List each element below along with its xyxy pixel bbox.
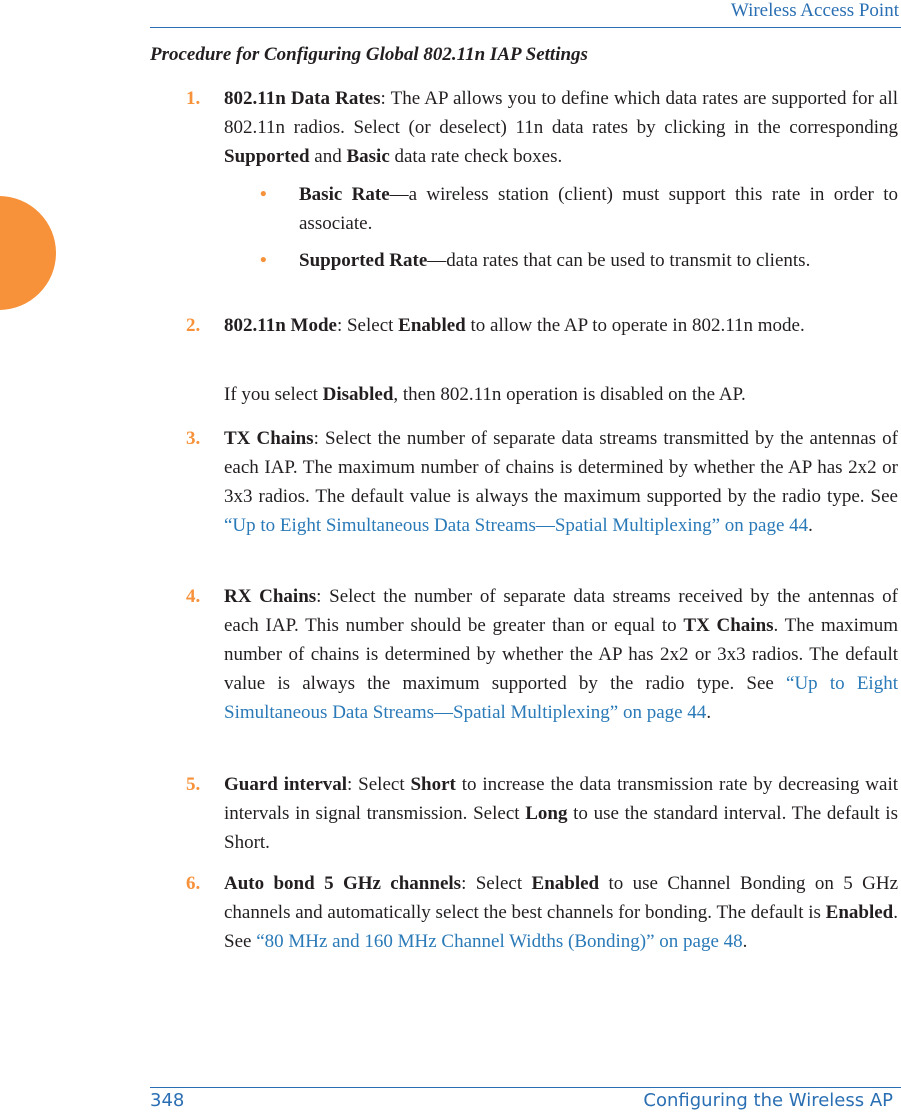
- step-4-term: RX Chains: [224, 586, 317, 607]
- step-2-text: 802.11n Mode: Select Enabled to allow the AP to operate in 802.11n mode.: [224, 315, 805, 336]
- header-rule: [150, 27, 901, 28]
- step-3-term: TX Chains: [224, 428, 314, 449]
- step-6-term: Auto bond 5 GHz channels: [224, 873, 462, 894]
- step-1-term: 802.11n Data Rates: [224, 88, 381, 109]
- xref-spatial-multiplexing-link[interactable]: “Up to Eight Simultaneous Data Streams—Spatial Multiplexing” on page 44: [224, 515, 809, 536]
- step-5-term: Guard interval: [224, 774, 348, 795]
- step-2-term: 802.11n Mode: [224, 315, 337, 336]
- step-2-number: 2.: [186, 315, 201, 336]
- step-5-number: 5.: [186, 774, 201, 795]
- step-6-text: Auto bond 5 GHz channels: Select Enabled to use Channel Bonding on 5 GHz channels and automatically select the best channels for bonding. The default is Enabled. See “80 MHz and 160 MHz Channel Widths (Bonding)” on page 48.: [224, 873, 899, 952]
- bullet-icon: •: [260, 184, 267, 205]
- bullet-icon: •: [260, 250, 267, 271]
- xref-spatial-multiplexing-link[interactable]: “Up to Eight Simultaneous Data Streams—Spatial Multiplexing” on page 44: [224, 673, 898, 723]
- step-3-text: TX Chains: Select the number of separate data streams transmitted by the antennas of each IAP. The maximum number of chains is determined by whether the AP has 2x2 or 3x3 radios. The default value is always the maximum supported by the radio type. See “Up to Eight Simultaneous Data Streams—Spatial Multiplexing” on page 44.: [224, 428, 898, 536]
- chapter-tab-marker: [0, 196, 56, 310]
- bullet-supported-rate: Supported Rate—data rates that can be used to transmit to clients.: [299, 250, 811, 271]
- step-5-text: Guard interval: Select Short to increase the data transmission rate by decreasing wait intervals in signal transmission. Select Long to use the standard interval. The default is Short.: [224, 774, 898, 853]
- footer-page-number: 348: [150, 1090, 185, 1111]
- bullet-basic-rate: Basic Rate—a wireless station (client) must support this rate in order to associate.: [299, 184, 898, 234]
- step-1-text: 802.11n Data Rates: The AP allows you to define which data rates are supported for all 802.11n radios. Select (or deselect) 11n data rates by clicking in the corresponding Supported and Basic data rate check boxes.: [224, 88, 898, 167]
- xref-channel-widths-link[interactable]: “80 MHz and 160 MHz Channel Widths (Bonding)” on page 48: [256, 931, 743, 952]
- section-heading: Procedure for Configuring Global 802.11n IAP Settings: [150, 44, 588, 65]
- header-title: Wireless Access Point: [730, 0, 899, 21]
- step-6-number: 6.: [186, 873, 201, 894]
- step-1-number: 1.: [186, 88, 201, 109]
- footer-chapter-title: Configuring the Wireless AP: [643, 1090, 893, 1111]
- step-3-number: 3.: [186, 428, 201, 449]
- step-2-note: If you select Disabled, then 802.11n operation is disabled on the AP.: [224, 384, 746, 405]
- step-4-number: 4.: [186, 586, 201, 607]
- step-4-text: RX Chains: Select the number of separate data streams received by the antennas of each IAP. This number should be greater than or equal to TX Chains. The maximum number of chains is determined by whether the AP has 2x2 or 3x3 radios. The default value is always the maximum supported by the radio type. See “Up to Eight Simultaneous Data Streams—Spatial Multiplexing” on page 44.: [224, 586, 899, 723]
- footer-rule: [150, 1087, 901, 1088]
